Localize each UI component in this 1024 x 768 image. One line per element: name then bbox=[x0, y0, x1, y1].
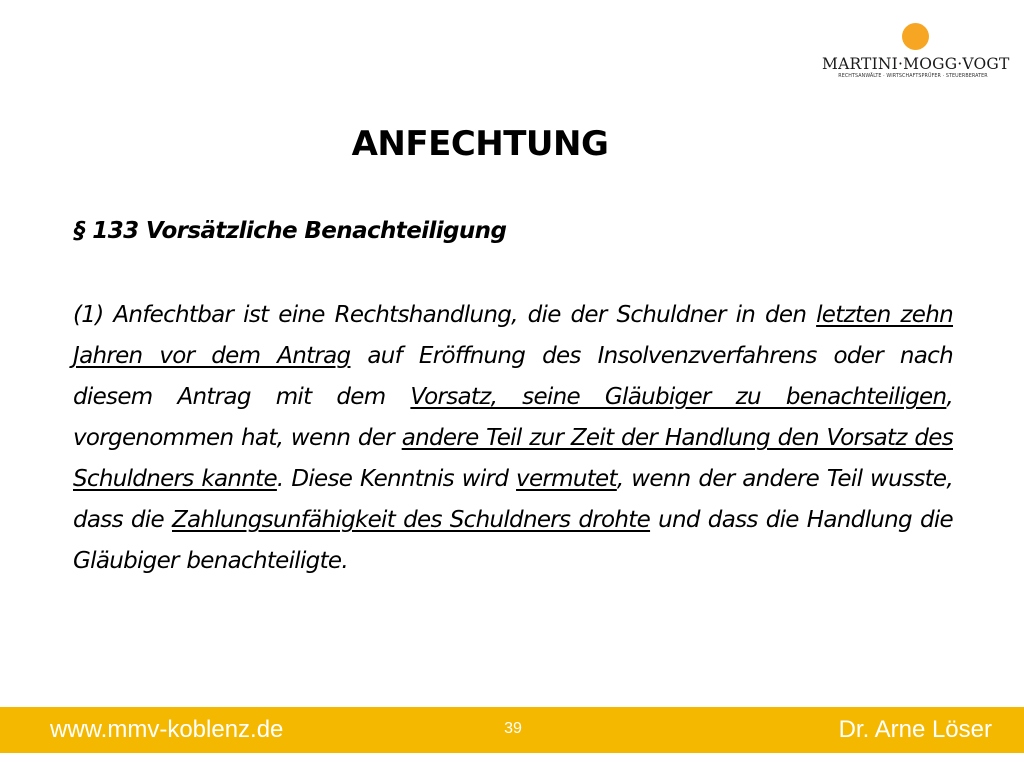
logo-subtitle: RECHTSANWÄLTE · WIRTSCHAFTSPRÜFER · STEUERBERATER bbox=[838, 74, 988, 79]
slide-title: ANFECHTUNG bbox=[351, 124, 609, 164]
logo-dot-icon bbox=[902, 23, 929, 50]
footer-bottom-strip bbox=[0, 753, 1024, 768]
footer-author: Dr. Arne Löser bbox=[838, 716, 992, 743]
underlined-phrase: vermutet bbox=[516, 466, 617, 492]
underlined-phrase: Zahlungsunfähigkeit des Schuldners drohte bbox=[172, 507, 651, 533]
underlined-phrase: letzten zehn Jahren vor dem Antrag bbox=[73, 302, 954, 369]
company-logo bbox=[822, 18, 1010, 88]
footer-website-link[interactable]: www.mmv-koblenz.de bbox=[50, 716, 284, 743]
paragraph-segment: auf Eröffnung des Insolvenzverfahrens oder nach diesem Antrag mit dem bbox=[73, 343, 953, 410]
paragraph-segment: (1) Anfechtbar ist eine Rechtshandlung, die der Schuldner in den bbox=[73, 302, 817, 328]
underlined-phrase: andere Teil zur Zeit der Handlung den Vorsatz des Schuldners kannte bbox=[73, 425, 953, 492]
paragraph-segment: und dass die Handlung die Gläubiger benachteiligte. bbox=[73, 507, 954, 574]
paragraph-segment: . Diese Kenntnis wird bbox=[276, 466, 517, 492]
footer-bar bbox=[0, 707, 1024, 753]
logo-name: MARTINI·MOGG·VOGT bbox=[822, 55, 1010, 73]
paragraph-segment: , wenn der andere Teil wusste, dass die bbox=[73, 466, 953, 533]
underlined-phrase: Vorsatz, seine Gläubiger zu benachteiligen bbox=[410, 384, 947, 410]
statute-paragraph bbox=[73, 295, 953, 582]
paragraph-segment: , vorgenommen hat, wenn der bbox=[73, 384, 953, 451]
page-number: 39 bbox=[504, 720, 522, 737]
section-heading: § 133 Vorsätzliche Benachteiligung bbox=[74, 218, 507, 244]
